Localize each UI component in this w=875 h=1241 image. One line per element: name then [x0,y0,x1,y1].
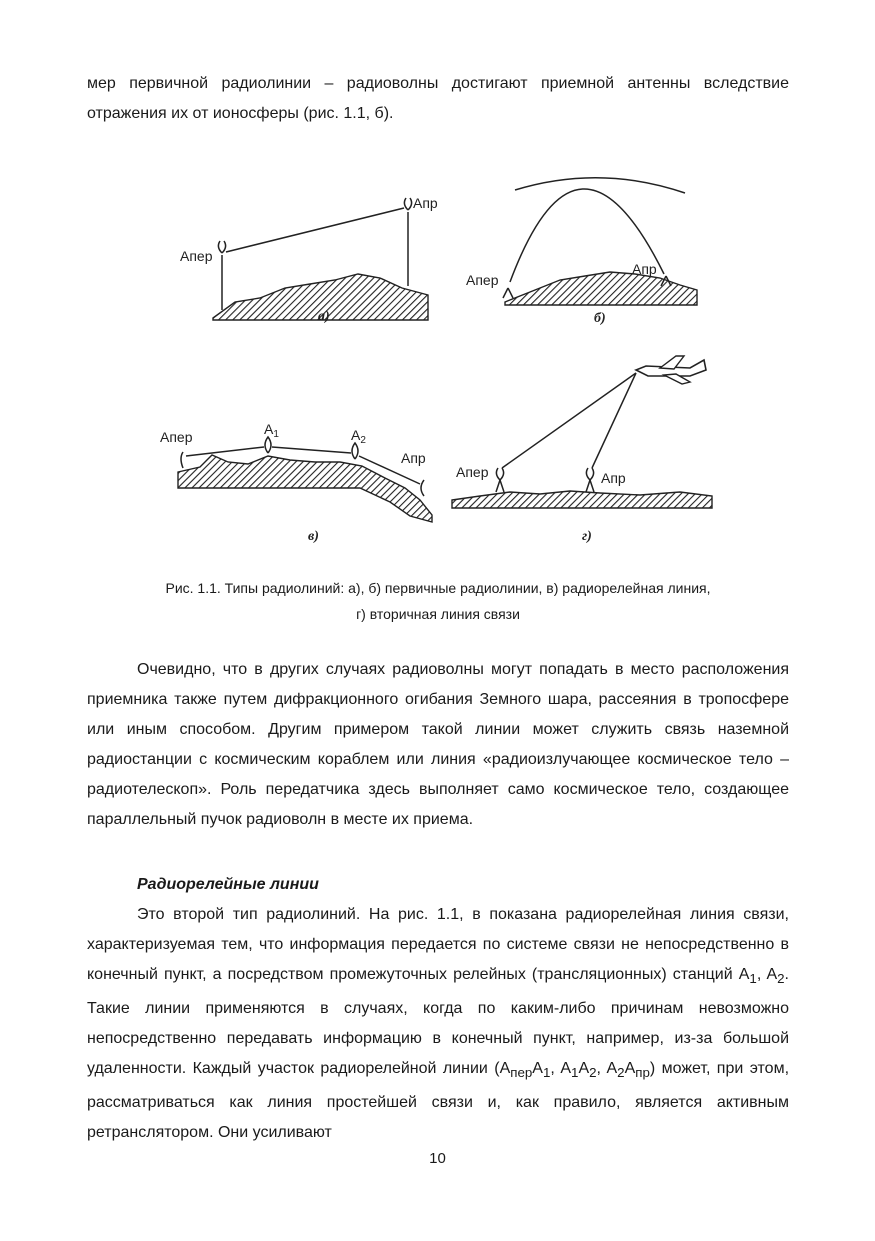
tx-label-g: Апер [456,464,489,480]
paragraph-2: Очевидно, что в других случаях радиоволны могут попадать в место расположения приемника также путем дифракционного огибания Земного шара, рассеяния в тропосфере или иным способом. Другим примером такой линии может служить связь наземной радиостанции с космическим кораблем или линия «радиоизлучающее космическое тело – радиотелескоп». Роль передатчика здесь выполняет само космическое тело, создающее параллельный пучок радиоволн в месте их приема. [87,661,789,828]
intro-paragraph: мер первичной радиолинии – радиоволны достигают приемной антенны вследствие отражения их от ионосферы (рис. 1.1, б). [87,75,789,122]
relay1-label: $A_1$ [264,421,279,440]
panel-b [466,178,697,326]
panel-letter-a: а) [318,309,330,324]
rx-label-a: Апр [413,195,438,211]
panel-letter-v: в) [308,529,319,544]
figure-caption-line2: г) вторичная линия связи [356,606,520,622]
tx-label-b: Апер [466,272,499,288]
panel-a [180,195,438,324]
tx-label-v: Апер [160,429,193,445]
figure-1-1 [0,170,875,590]
panel-letter-b: б) [594,311,606,326]
uplink-ray [502,373,636,468]
ground-v [178,455,432,522]
ionosphere-arc [515,178,685,193]
tx-label-a: Апер [180,248,213,264]
panel-v [160,421,432,544]
ground-g [452,491,712,508]
figure-caption-line1: Рис. 1.1. Типы радиолиний: а), б) первичные радиолинии, в) радиорелейная линия, [165,580,711,596]
paragraph-3: Это второй тип радиолиний. На рис. 1.1, в показана радиорелейная линия связи, характеризуемая тем, что информация передается по системе связи не непосредственно в конечный пункт, а посредством промежуточных релейных (трансляционных) станций $A_1$, $A_2$. Такие линии применяются в случаях, когда по каким-либо причинам невозможно непосредственно передавать информацию в конечный пункт, например, из-за большой удаленности. Каждый участок радиорелейной линии ($A_{пер}A_1$, $A_1A_2$, $A_2A_{пр}$) может, при этом, рассматриваться как линия простейшей связи и, как правило, является активным ретранслятором. Они усиливают [87,906,790,1142]
downlink-ray [592,373,636,468]
rx-label-b: Апр [632,261,657,277]
ground-b [505,272,697,305]
rx-label-g: Апр [601,470,626,486]
panel-g [452,356,712,544]
rx-label-v: Апр [401,450,426,466]
relay2-label: $A_2$ [351,427,366,446]
page-number: 10 [429,1150,446,1167]
direct-ray [226,208,404,252]
panel-letter-g: г) [582,529,592,544]
airplane-icon [636,356,706,384]
section-heading: Радиорелейные линии [137,876,319,893]
